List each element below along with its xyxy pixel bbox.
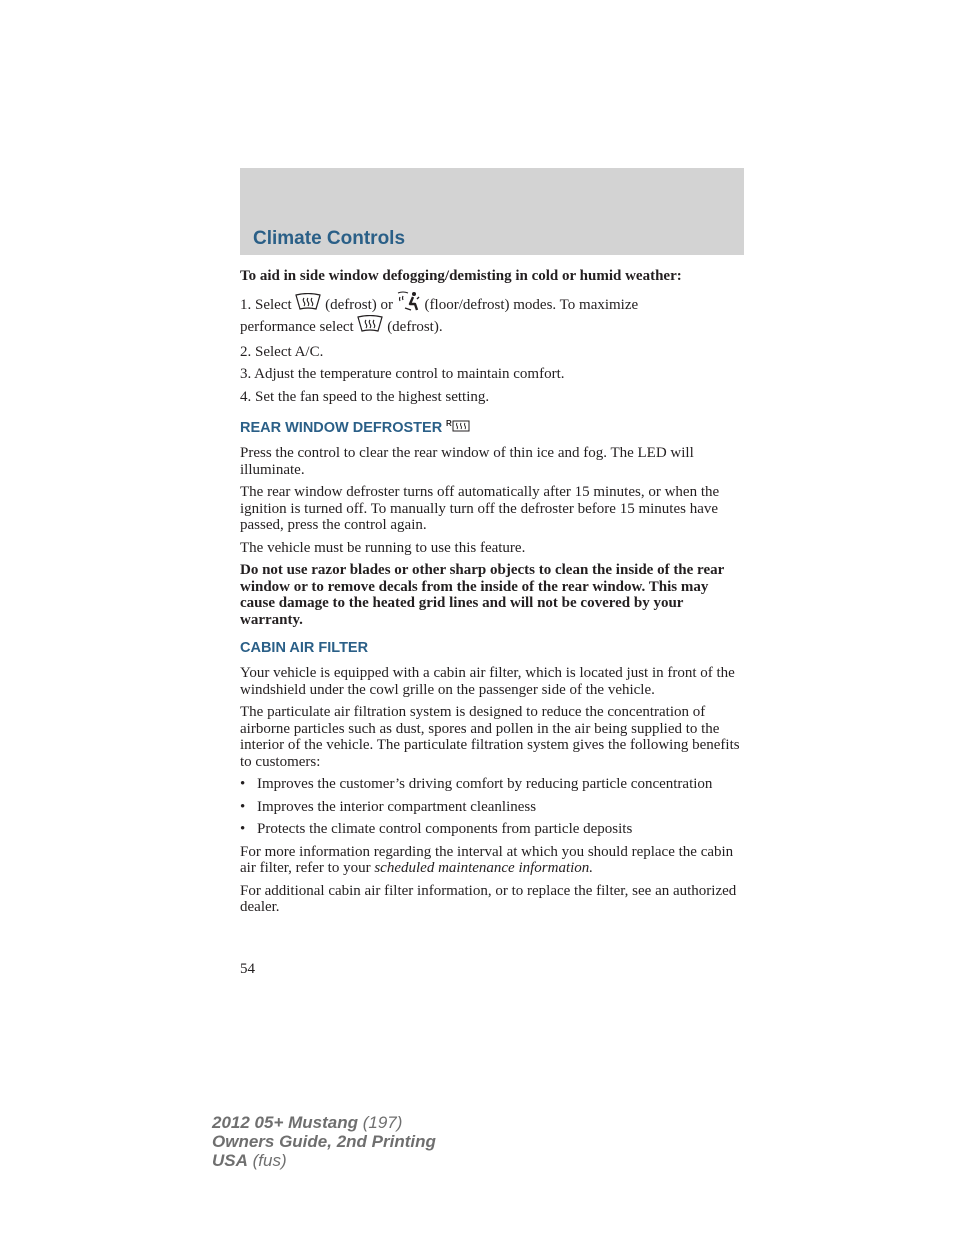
page-title: Climate Controls <box>253 228 406 249</box>
rear-defroster-p3: The vehicle must be running to use this feature. <box>240 539 526 556</box>
rear-defroster-p2: The rear window defroster turns off automatically after 15 minutes, or when the ignition is turned off. To manually turn off the defroster before 15 minutes have passed, press the control again. <box>240 484 720 533</box>
page-number: 54 <box>240 961 255 977</box>
maintenance-reference: scheduled maintenance information. <box>374 860 594 876</box>
windshield-defrost-icon <box>295 293 321 311</box>
rear-defroster-heading: REAR WINDOW DEFROSTER R <box>240 419 744 437</box>
document-footer <box>212 1113 436 1170</box>
svg-text:R: R <box>446 419 452 428</box>
footer-line-2: Owners Guide, 2nd Printing <box>212 1132 436 1151</box>
windshield-defrost-icon <box>357 315 383 333</box>
cabin-filter-p4: For additional cabin air filter information, or to replace the filter, see an authorized dealer. <box>240 882 737 915</box>
cabin-filter-p3: For more information regarding the interval at which you should replace the cabin air filter, refer to your scheduled maintenance information. <box>240 843 734 876</box>
defog-step-3: 3. Adjust the temperature control to maintain comfort. <box>240 366 565 382</box>
rear-defroster-p1: Press the control to clear the rear window of thin ice and fog. The LED will illuminate. <box>240 445 694 478</box>
list-item: • Improves the interior compartment cleanliness <box>240 798 537 815</box>
footer-line-1: 2012 05+ Mustang (197) <box>212 1113 403 1132</box>
defog-step-1: 1. Select (defrost) or (floor/defrost) modes. To maximize performance select (defrost). <box>240 291 744 338</box>
bullet-icon: • <box>240 776 246 792</box>
rear-defrost-icon <box>446 419 470 432</box>
defog-intro: To aid in side window defogging/demisting in cold or humid weather: <box>240 268 682 284</box>
cabin-filter-heading: CABIN AIR FILTER <box>240 640 369 656</box>
cabin-filter-p2: The particulate air filtration system is designed to reduce the concentration of airborne particles such as dust, spores and pollen in the air being supplied to the interior of the vehicle. The particulate filtration system gives the following benefits to customers: <box>240 704 740 770</box>
cabin-filter-p1: Your vehicle is equipped with a cabin air filter, which is located just in front of the windshield under the cowl grille on the passenger side of the vehicle. <box>240 665 735 698</box>
page-content <box>240 268 744 922</box>
bullet-icon: • <box>240 798 246 815</box>
list-item: • Protects the climate control components from particle deposits <box>240 821 633 837</box>
floor-defrost-icon <box>397 291 421 311</box>
rear-defroster-warning: Do not use razor blades or other sharp objects to clean the inside of the rear window or to remove decals from the inside of the rear window. This may cause damage to the heated grid lines and will not be covered by your warranty. <box>240 562 724 628</box>
list-item: • Improves the customer’s driving comfort by reducing particle concentration <box>240 776 713 792</box>
defog-step-4: 4. Set the fan speed to the highest setting. <box>240 388 490 405</box>
cabin-filter-benefits-list <box>240 776 744 838</box>
defog-step-2: 2. Select A/C. <box>240 343 324 360</box>
footer-line-3: USA (fus) <box>212 1151 287 1170</box>
bullet-icon: • <box>240 821 246 837</box>
